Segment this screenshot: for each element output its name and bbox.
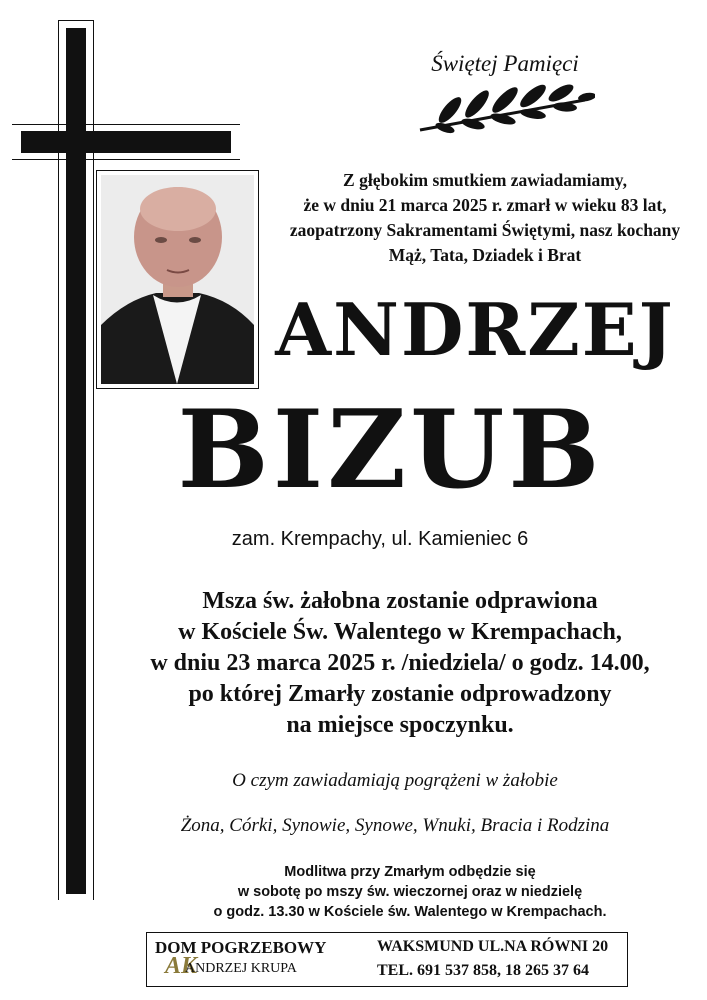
mass-information bbox=[110, 586, 690, 741]
mourning-notice: O czym zawiadamiają pogrążeni w żałobie bbox=[232, 770, 558, 791]
portrait-frame bbox=[96, 170, 259, 389]
funeral-home-phone: TEL. 691 537 858, 18 265 37 64 bbox=[377, 962, 590, 979]
mourners-list: Żona, Córki, Synowie, Synowe, Wnuki, Bracia i Rodzina bbox=[180, 815, 610, 836]
announcement-line: Z głębokim smutkiem zawiadamiamy, bbox=[343, 170, 627, 190]
first-name: ANDRZEJ bbox=[275, 287, 675, 372]
announcement-line: Mąż, Tata, Dziadek i Brat bbox=[388, 245, 582, 265]
funeral-home-box bbox=[146, 932, 628, 987]
funeral-home-name: DOM POGRZEBOWY bbox=[155, 938, 327, 957]
mass-line: w dniu 23 marca 2025 r. /niedziela/ o godz. 14.00, bbox=[150, 650, 650, 676]
portrait-photo bbox=[101, 175, 254, 384]
prayer-line: o godz. 13.30 w Kościele św. Walentego w Krempachach. bbox=[213, 904, 607, 920]
announcement-text bbox=[265, 168, 705, 268]
page-title: Świętej Pamięci bbox=[431, 51, 579, 76]
cross-icon bbox=[66, 28, 86, 894]
mass-line: po której Zmarły zostanie odprowadzony bbox=[188, 681, 612, 707]
prayer-line: w sobotę po mszy św. wieczornej oraz w niedzielę bbox=[237, 884, 583, 900]
prayer-line: Modlitwa przy Zmarłym odbędzie się bbox=[284, 864, 536, 880]
last-name: BIZUB bbox=[177, 387, 604, 513]
mass-line: na miejsce spoczynku. bbox=[286, 712, 514, 738]
announcement-line: że w dniu 21 marca 2025 r. zmarł w wieku 83 lat, bbox=[303, 195, 667, 215]
prayer-information bbox=[120, 862, 700, 922]
announcement-line: zaopatrzony Sakramentami Świętymi, nasz kochany bbox=[289, 220, 681, 240]
cross-bar bbox=[21, 131, 231, 153]
mass-line: w Kościele Św. Walentego w Krempachach, bbox=[178, 619, 622, 645]
funeral-home-owner: ANDRZEJ KRUPA bbox=[185, 961, 297, 976]
residence-address: zam. Krempachy, ul. Kamieniec 6 bbox=[231, 528, 529, 550]
laurel-branch-icon bbox=[415, 80, 595, 136]
funeral-home-address: WAKSMUND UL.NA RÓWNI 20 bbox=[377, 938, 609, 955]
funeral-home-logo: AK bbox=[165, 953, 198, 979]
mass-line: Msza św. żałobna zostanie odprawiona bbox=[202, 588, 598, 614]
